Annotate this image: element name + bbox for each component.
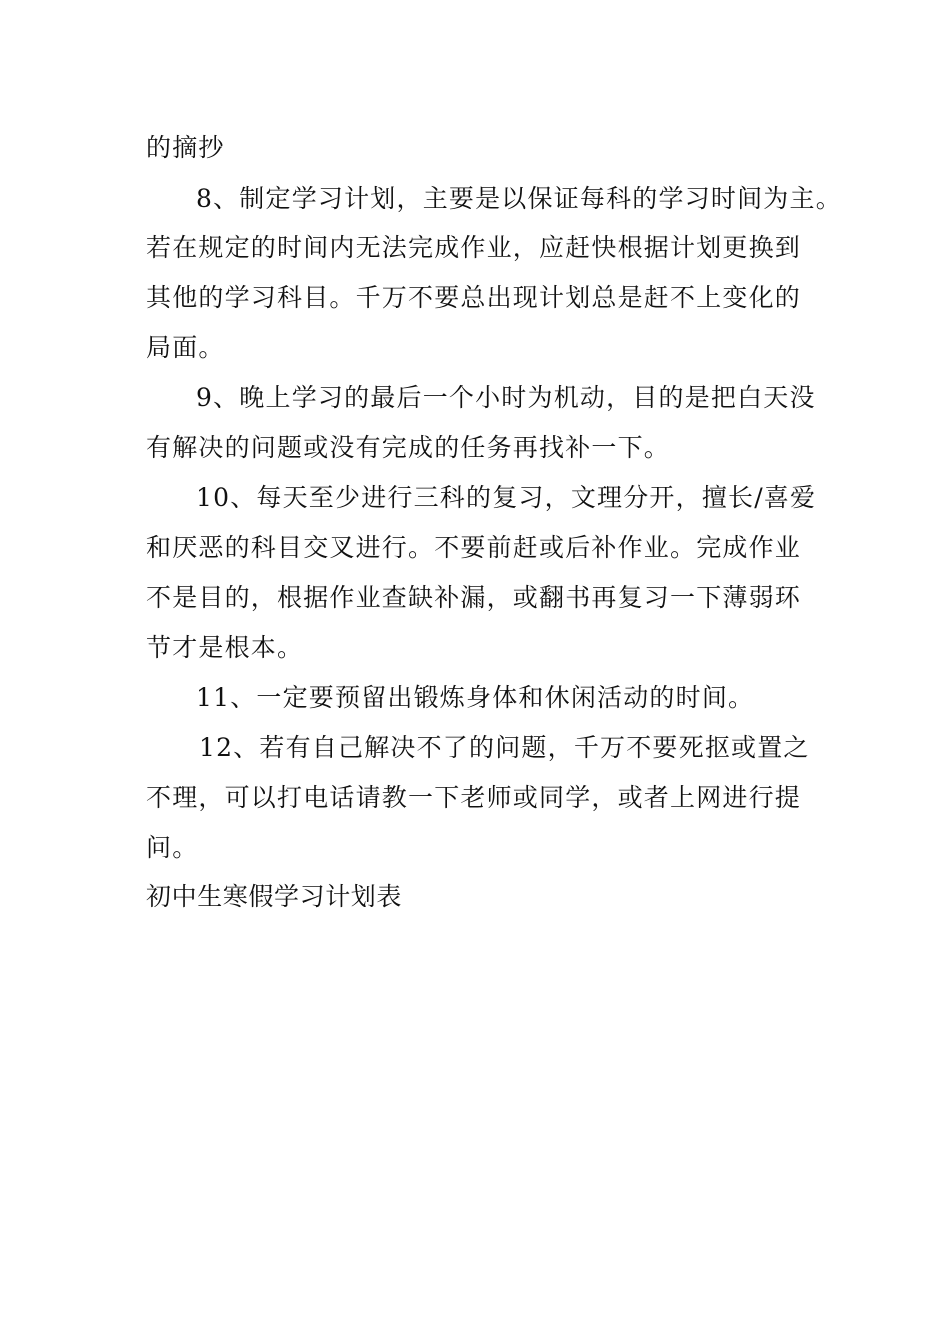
item-10-line-1: 10、每天至少进行三科的复习，文理分开，擅长/喜爱 (196, 483, 817, 512)
item-8-line-3: 其他的学习科目。千万不要总出现计划总是赶不上变化的 (146, 283, 802, 312)
item-8-line-4: 局面。 (146, 333, 225, 362)
item-10-line-4: 节才是根本。 (146, 633, 304, 662)
item-8-line-2: 若在规定的时间内无法完成作业，应赶快根据计划更换到 (146, 233, 802, 262)
text-line-continuation: 的摘抄 (146, 133, 225, 162)
item-12-line-3: 问。 (146, 833, 199, 862)
item-10-line-3: 不是目的，根据作业查缺补漏，或翻书再复习一下薄弱环 (146, 583, 802, 612)
item-8-line-1: 8、制定学习计划，主要是以保证每科的学习时间为主。 (196, 184, 842, 213)
item-9-line-2: 有解决的问题或没有完成的任务再找补一下。 (146, 433, 671, 462)
item-12-line-2: 不理，可以打电话请教一下老师或同学，或者上网进行提 (146, 783, 802, 812)
item-12-line-1: 12、若有自己解决不了的问题，千万不要死抠或置之 (199, 733, 810, 762)
item-9-line-1: 9、晚上学习的最后一个小时为机动，目的是把白天没 (196, 383, 816, 412)
item-10-line-2: 和厌恶的科目交叉进行。不要前赶或后补作业。完成作业 (146, 533, 802, 562)
item-11-line-1: 11、一定要预留出锻炼身体和休闲活动的时间。 (196, 683, 755, 712)
section-heading: 初中生寒假学习计划表 (146, 882, 403, 911)
